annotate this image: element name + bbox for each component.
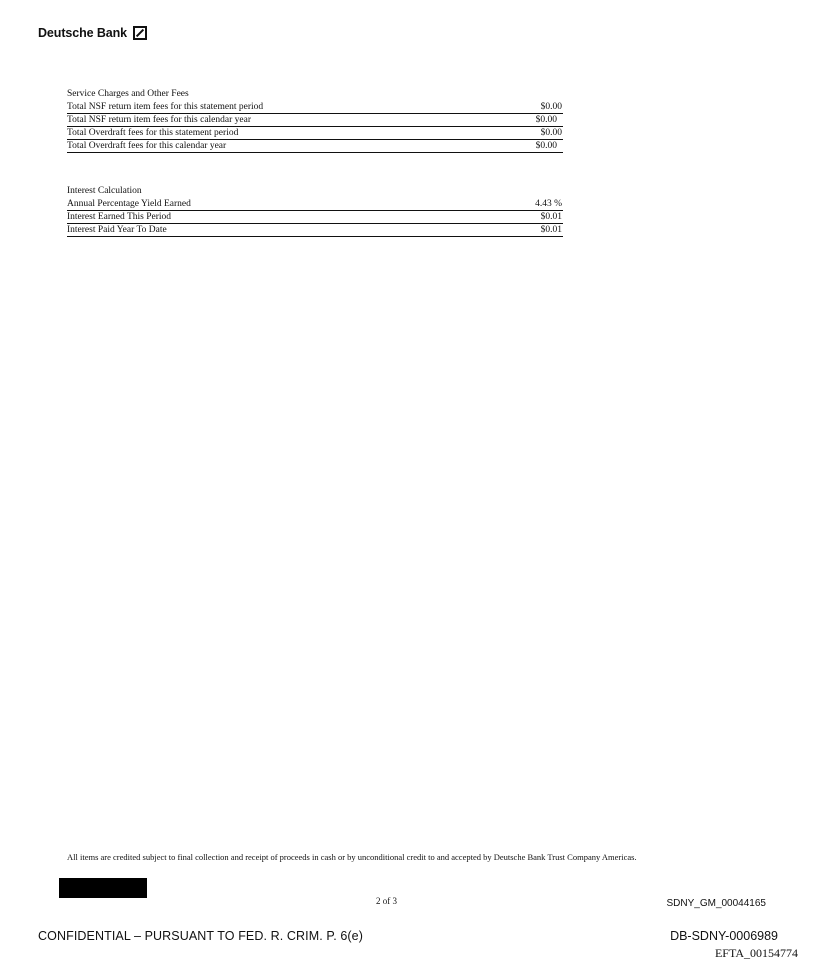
page-number: 2 of 3 bbox=[376, 896, 397, 906]
fee-amount: $0.00 bbox=[535, 115, 557, 125]
fee-amount: $0.00 bbox=[535, 141, 557, 151]
fee-row bbox=[67, 127, 563, 140]
interest-amount: $0.01 bbox=[540, 212, 562, 222]
interest-label: Interest Paid Year To Date bbox=[67, 225, 167, 235]
interest-amount: $0.01 bbox=[540, 225, 562, 235]
interest-row bbox=[67, 211, 563, 224]
bates-number-gm: SDNY_GM_00044165 bbox=[666, 898, 766, 909]
interest-row bbox=[67, 198, 563, 211]
fee-row bbox=[67, 140, 563, 153]
fee-label: Total Overdraft fees for this statement period bbox=[67, 128, 239, 138]
redaction-box bbox=[59, 878, 147, 898]
confidentiality-legend: CONFIDENTIAL – PURSUANT TO FED. R. CRIM. P. 6(e) bbox=[38, 929, 363, 943]
interest-row bbox=[67, 224, 563, 237]
fee-label: Total Overdraft fees for this calendar year bbox=[67, 141, 227, 151]
fee-label: Total NSF return item fees for this calendar year bbox=[67, 115, 251, 125]
fee-label: Total NSF return item fees for this statement period bbox=[67, 102, 264, 112]
fee-row bbox=[67, 101, 563, 114]
service-charges-title: Service Charges and Other Fees bbox=[67, 89, 189, 99]
fee-row bbox=[67, 114, 563, 127]
efta-number: EFTA_00154774 bbox=[714, 946, 798, 960]
interest-amount: 4.43 % bbox=[535, 199, 562, 209]
bates-number-db: DB-SDNY-0006989 bbox=[670, 929, 778, 943]
interest-calculation-section bbox=[67, 185, 563, 237]
fee-amount: $0.00 bbox=[540, 128, 562, 138]
interest-label: Interest Earned This Period bbox=[67, 212, 172, 222]
fee-amount: $0.00 bbox=[540, 102, 562, 112]
service-charges-section bbox=[67, 88, 563, 153]
bank-logo bbox=[38, 26, 147, 40]
credit-disclaimer: All items are credited subject to final collection and receipt of proceeds in cash or by unconditional credit to and accepted by Deutsche Bank Trust Company Americas. bbox=[67, 852, 637, 862]
bank-name: Deutsche Bank bbox=[38, 26, 128, 40]
interest-calculation-title: Interest Calculation bbox=[67, 186, 142, 196]
interest-label: Annual Percentage Yield Earned bbox=[67, 199, 191, 209]
deutsche-bank-slash-square-icon bbox=[133, 26, 147, 40]
